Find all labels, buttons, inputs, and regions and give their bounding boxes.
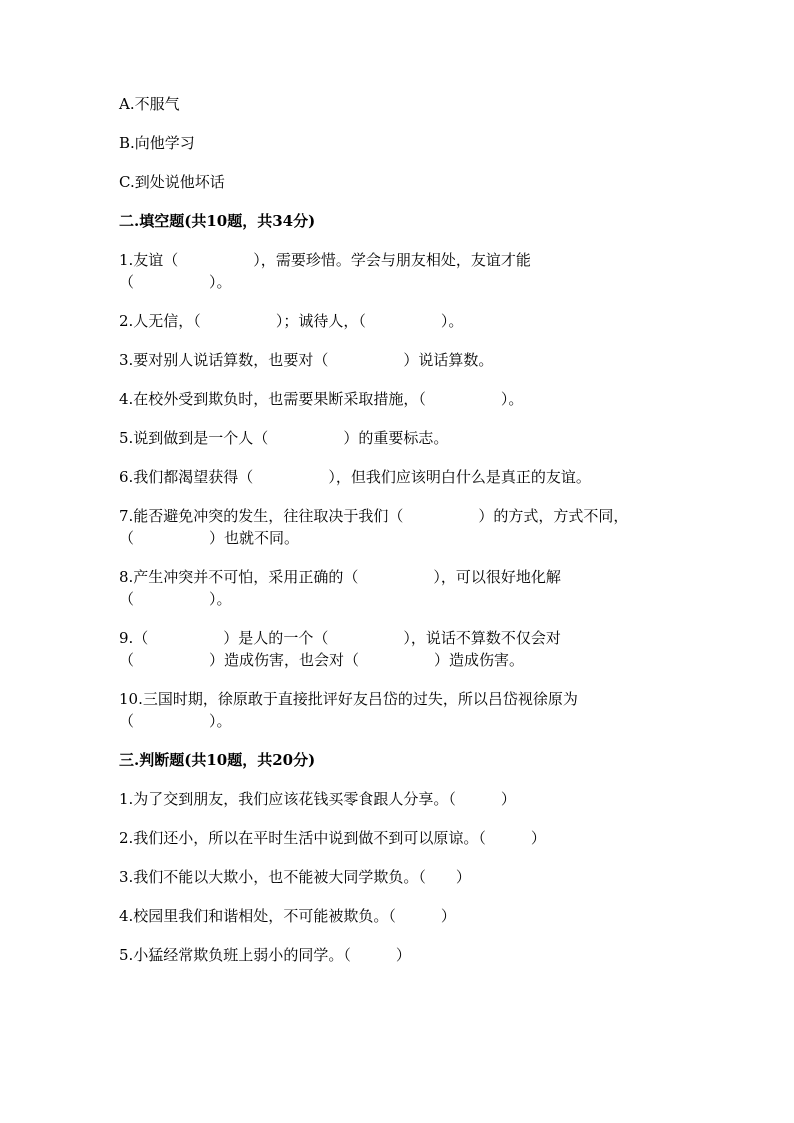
question-line: 4.校园里我们和谐相处，不可能被欺负。（ ）: [119, 907, 456, 925]
question-line: 3.我们不能以大欺小，也不能被大同学欺负。（ ）: [119, 868, 471, 886]
question-line: 10.三国时期，徐原敢于直接批评好友吕岱的过失，所以吕岱视徐原为: [119, 690, 578, 708]
exam-page: [119, 94, 679, 984]
option-text: C.到处说他坏话: [119, 173, 225, 191]
question-line: （ ）造成伤害，也会对（ ）造成伤害。: [119, 651, 525, 669]
section-title: 三.判断题(共10题，共20分): [119, 751, 316, 769]
section-3-heading: [119, 750, 679, 771]
judge-question-3: [119, 867, 679, 888]
option-a: [119, 94, 679, 115]
question-line: 8.产生冲突并不可怕，采用正确的（ ），可以很好地化解: [119, 568, 561, 586]
option-text: A.不服气: [119, 95, 180, 113]
question-line: 4.在校外受到欺负时，也需要果断采取措施，（ ）。: [119, 390, 524, 408]
question-line: 2.我们还小，所以在平时生活中说到做不到可以原谅。（ ）: [119, 829, 546, 847]
fill-question-2: [119, 311, 679, 332]
judge-question-5: [119, 945, 679, 966]
fill-question-1: [119, 250, 679, 293]
fill-question-6: [119, 467, 679, 488]
option-b: [119, 133, 679, 154]
judge-question-4: [119, 906, 679, 927]
fill-question-4: [119, 389, 679, 410]
fill-question-8: [119, 567, 679, 610]
question-line: （ ）。: [119, 273, 232, 291]
question-line: （ ）。: [119, 712, 232, 730]
question-line: 6.我们都渴望获得（ ），但我们应该明白什么是真正的友谊。: [119, 468, 591, 486]
fill-question-7: [119, 506, 679, 549]
question-line: （ ）。: [119, 590, 232, 608]
question-line: 3.要对别人说话算数，也要对（ ）说话算数。: [119, 351, 494, 369]
question-line: 1.友谊（ ），需要珍惜。学会与朋友相处，友谊才能: [119, 251, 531, 269]
question-line: 7.能否避免冲突的发生，往往取决于我们（ ）的方式，方式不同，: [119, 507, 629, 525]
option-c: [119, 172, 679, 193]
question-line: 5.说到做到是一个人（ ）的重要标志。: [119, 429, 449, 447]
fill-question-10: [119, 689, 679, 732]
question-line: （ ）也就不同。: [119, 529, 300, 547]
section-2-heading: [119, 211, 679, 232]
question-line: 2.人无信，（ ）；诚待人，（ ）。: [119, 312, 464, 330]
question-line: 5.小猛经常欺负班上弱小的同学。（ ）: [119, 946, 411, 964]
fill-question-3: [119, 350, 679, 371]
question-line: 1.为了交到朋友，我们应该花钱买零食跟人分享。（ ）: [119, 790, 516, 808]
judge-question-1: [119, 789, 679, 810]
judge-question-2: [119, 828, 679, 849]
fill-question-5: [119, 428, 679, 449]
question-line: 9.（ ）是人的一个（ ），说话不算数不仅会对: [119, 629, 561, 647]
option-text: B.向他学习: [119, 134, 195, 152]
fill-question-9: [119, 628, 679, 671]
section-title: 二.填空题(共10题，共34分): [119, 212, 316, 230]
